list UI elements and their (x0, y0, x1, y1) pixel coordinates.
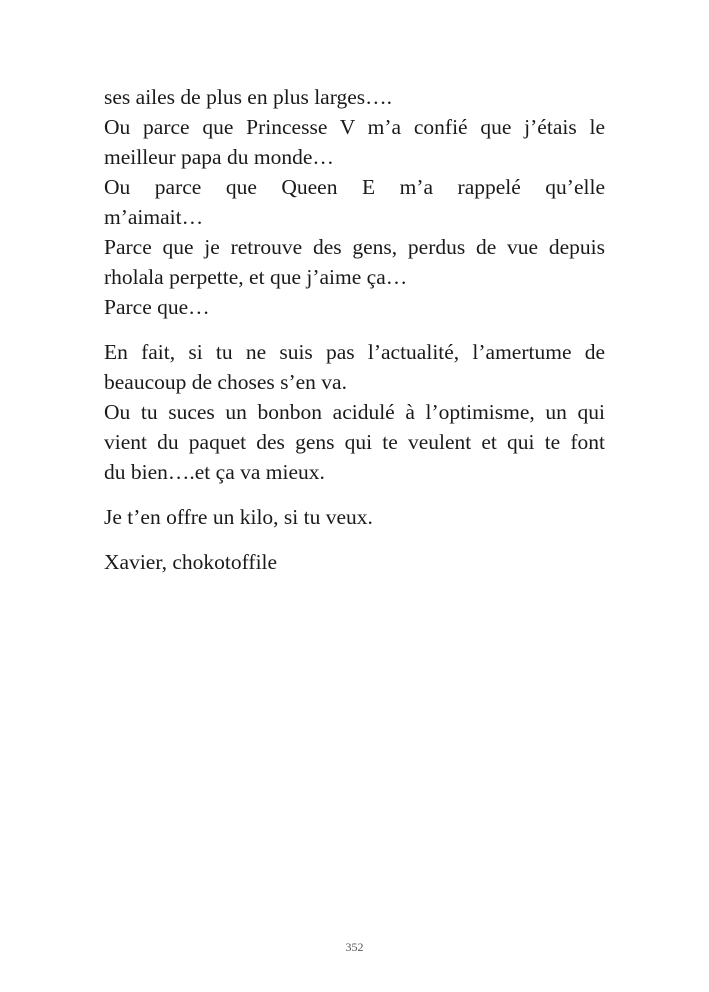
text-line: vient du paquet des gens qui te veulent et qui te font (104, 430, 605, 454)
text-line: ses ailes de plus en plus larges…. (104, 85, 393, 109)
text-line: Ou parce que Queen E m’a rappelé qu’elle (104, 175, 605, 199)
text-line: Je t’en offre un kilo, si tu veux. (104, 505, 373, 529)
text-line: beaucoup de choses s’en va. (104, 370, 347, 394)
text-line: m’aimait… (104, 205, 204, 229)
paragraph-2 (104, 337, 605, 487)
text-line: Parce que… (104, 295, 210, 319)
text-line: du bien….et ça va mieux. (104, 460, 325, 484)
text-line: Ou tu suces un bonbon acidulé à l’optimisme, un qui (104, 400, 605, 424)
paragraph-1 (104, 82, 605, 322)
text-line: Ou parce que Princesse V m’a confié que j’étais le (104, 115, 605, 139)
text-line: Parce que je retrouve des gens, perdus de vue depuis (104, 235, 605, 259)
text-line: Xavier, chokotoffile (104, 550, 278, 574)
signature (104, 547, 605, 577)
page-body (104, 82, 605, 577)
paragraph-3 (104, 502, 605, 532)
text-line: rholala perpette, et que j’aime ça… (104, 265, 408, 289)
page-number: 352 (345, 940, 364, 954)
text-line: meilleur papa du monde… (104, 145, 334, 169)
text-line: En fait, si tu ne suis pas l’actualité, l’amertume de (104, 340, 605, 364)
